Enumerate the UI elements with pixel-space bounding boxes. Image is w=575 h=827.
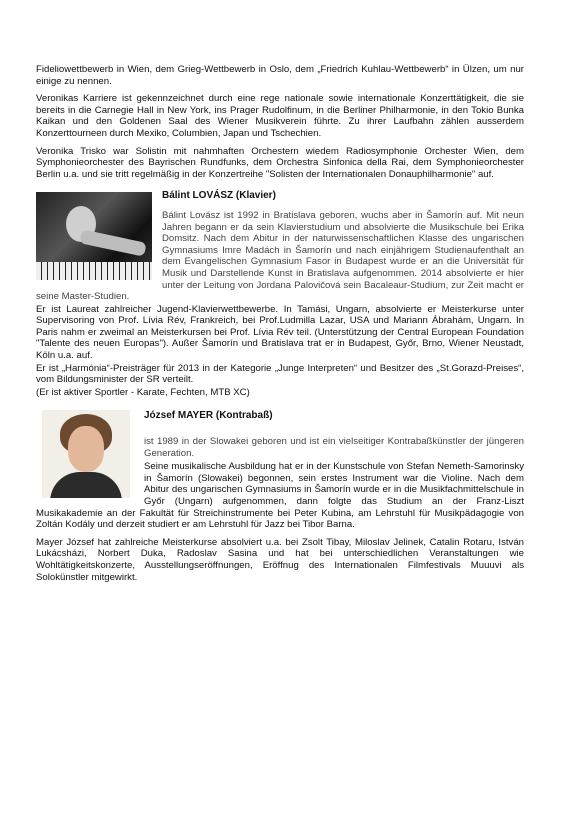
document-page bbox=[36, 64, 524, 589]
portrait-photo bbox=[42, 410, 130, 498]
lovasz-bio-4: (Er ist aktiver Sportler - Karate, Fechten, MTB XC) bbox=[36, 386, 250, 398]
lovasz-bio-3: Er ist „Harmónia“-Preisträger für 2013 in der Kategorie „Junge Interpreten“ und Besitzer des „St.Gorazd-Preises“, vom Bildungsminister der SR verteilt. bbox=[36, 362, 524, 386]
mayer-section bbox=[36, 410, 524, 589]
pianist-photo bbox=[36, 192, 152, 280]
intro-paragraph-3: Veronika Trisko war Solistin mit nahmhaften Orchestern wiedem Radiosymphonie Orchester Wien, dem Symphonieorchester des Bayrischen Rundfunks, dem Orchestra Sinfonica della Rai, dem Symphonieorchester Berlin u.a. und sie tritt regelmäßig in der Konzertreihe "Solisten der Internationalen Donauphilharmonie" auf. bbox=[36, 145, 524, 180]
lovasz-heading: Bálint LOVÁSZ (Klavier) bbox=[162, 190, 276, 202]
lovasz-section bbox=[36, 190, 524, 408]
mayer-heading: József MAYER (Kontrabaß) bbox=[144, 410, 273, 422]
mayer-bio-2: Seine musikalische Ausbildung hat er in der Kunstschule von Stefan Nemeth-Samorinsky in Šamorín (Slowakei) begonnen, sein erstes Instrument war die Violine. Nach dem Abitur des ungarischen Gymnasiums in Šamorín wurde er in die Musikfachmittelschule in Győr (Ungarn) aufgenommen, dann folgte das Studium an der Franz-Liszt Musikakademie an der Fakultät für Streichinstrumente bei Peter Kubina, am Lehrstuhl für Musikpädagogie von Zoltán Kodály und derzeit studiert er am Lehrstuhl für Jazz bei Tibor Barna. bbox=[36, 461, 524, 531]
mayer-bio-3: Mayer József hat zahlreiche Meisterkurse absolviert u.a. bei Zsolt Tibay, Miloslav Jelinek, Catalin Rotaru, István Lukácsházi, Norbert Duka, Radoslav Sasina und hat bei unterschiedlichen Veranstaltungen wie Wohltätigkeitskonzerte, Ausstellungseröffnungen, Eröffnug des Internationalen Filmfestivals Muuuvi als Solokünstler mitgewirkt. bbox=[36, 536, 524, 583]
lovasz-bio-1: Bálint Lovász ist 1992 in Bratislava geboren, wuchs aber in Šamorín auf. Mit neun Jahren begann er da sein Klavierstudium und absolvierte die Musikschule bei Erika Domsitz. Nach dem Abitur in der naturwissenschaftlichen Klasse des ungarischen Gymnasiums Imre Madách in Šamorín und nach einjährigem Studienaufenthalt an dem Evangelischen Gymnasium Fasor in Budapest wurde er an die Universität für Musik und Darstellende Kunst in Bratislava aufgenommen. 2014 absolvierte er hier unter der Leitung von Jordana Palovičová sein Bacaleaur-Studium, zur Zeit macht er seine Master-Studien. bbox=[36, 209, 524, 303]
lovasz-bio-2: Er ist Laureat zahlreicher Jugend-Klavierwettbewerbe. In Tamási, Ungarn, absolvierte er Meisterkurse unter Supervisoring von Prof. Lívia Rév, Frankreich, bei Prof.Ludmilla Lazar, USA und Mariann Ábrahám, Ungarn. In Paris nahm er zweimal an Meisterkursen bei Prof. Lívia Rév teil. (Unterstützung der Central European Foundation "Talente des neuen Europas"). Außer Šamorín und Bratislava trat er in Budapest, Győr, Brno, Wiener Neustadt, Köln u.a. auf. bbox=[36, 303, 524, 362]
intro-paragraph-2: Veronikas Karriere ist gekennzeichnet durch eine rege nationale sowie internationale Konzerttätigkeit, die sie bereits in die Carnegie Hall in New York, ins Prager Rudolfinum, in die Berliner Philharmonie, in den Tokio Bunka Kaikan und den Goldenen Saal des Wiener Musikverein führte. Zu ihrer Laufbahn zählen ausserdem Konzerttourneen durch Mexiko, Columbien, Japan und Tschechien. bbox=[36, 93, 524, 139]
mayer-bio-1: ist 1989 in der Slowakei geboren und ist ein vielseitiger Kontrabaßkünstler der jüngeren Generation. bbox=[144, 436, 524, 459]
intro-paragraph-1: Fideliowettbewerb in Wien, dem Grieg-Wettbewerb in Oslo, dem „Friedrich Kuhlau-Wettbewerb“ in Ülzen, um nur einige zu nennen. bbox=[36, 64, 524, 87]
